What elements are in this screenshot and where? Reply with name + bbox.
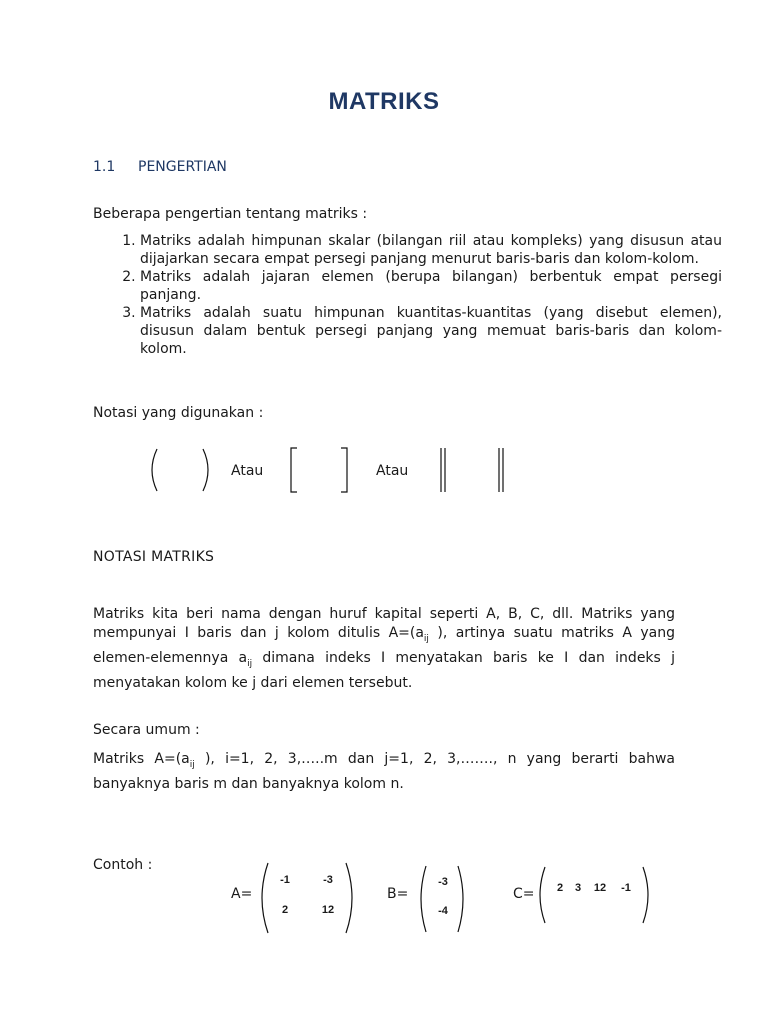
definitions-list bbox=[93, 232, 722, 358]
notation-separator: Atau bbox=[376, 463, 409, 479]
matrix-a-cell: 12 bbox=[321, 904, 335, 916]
intro-text: Beberapa pengertian tentang matriks : bbox=[93, 206, 368, 222]
notation-symbols bbox=[145, 446, 525, 498]
page-title: MATRIKS bbox=[328, 88, 440, 115]
notation-paragraph: Matriks kita beri nama dengan huruf kapital seperti A, B, C, dll. Matriks yang mempunyai I baris dan j kolom ditulis $A=(a_{ij}$ ), artinya suatu matriks A yang elemen-elemennya $a_{ij}$ dimana indeks I menyatakan baris ke I dan indeks j menyatakan kolom ke j dari elemen tersebut. bbox=[93, 606, 675, 691]
left-square-bracket-icon bbox=[291, 448, 297, 492]
matrix-a-cell: -1 bbox=[280, 874, 290, 886]
matrix-c-cell: 2 bbox=[556, 882, 564, 894]
matrix-a-cell: 2 bbox=[281, 904, 289, 916]
example-label: Contoh : bbox=[93, 857, 153, 873]
notation-label: Notasi yang digunakan : bbox=[93, 405, 264, 421]
matrix-c-cell: -1 bbox=[621, 882, 631, 894]
right-round-bracket-icon bbox=[203, 449, 208, 491]
section-heading bbox=[93, 159, 227, 175]
definition-item: 1. Matriks adalah himpunan skalar (bilangan riil atau kompleks) yang disusun atau dijajarkan secara empat persegi panjang menurut baris-baris dan kolom-kolom. bbox=[140, 232, 722, 268]
matrix-c-brackets bbox=[533, 864, 657, 926]
general-label: Secara umum : bbox=[93, 722, 200, 738]
matrix-a-cell: -3 bbox=[323, 874, 333, 886]
definition-item: 3. Matriks adalah suatu himpunan kuantitas-kuantitas (yang disebut elemen), disusun dalam bentuk persegi panjang yang memuat baris-baris dan kolom-kolom. bbox=[140, 304, 722, 358]
matrix-c-label: C= bbox=[513, 886, 535, 902]
notation-separator: Atau bbox=[231, 463, 264, 479]
matrix-b-cell: -3 bbox=[438, 876, 448, 888]
matrix-a-label: A= bbox=[231, 886, 253, 902]
matrix-c-cell: 12 bbox=[593, 882, 607, 894]
matrix-b-cell: -4 bbox=[438, 905, 448, 917]
general-paragraph: Matriks $A=(a_{ij}$ ), i=1, 2, 3,…..m dan j=1, 2, 3,……., n yang berarti bahwa banyaknya baris m dan banyaknya kolom n. bbox=[93, 751, 676, 792]
section-number: 1.1 bbox=[93, 159, 116, 175]
notation-heading: NOTASI MATRIKS bbox=[93, 549, 215, 565]
left-round-bracket-icon bbox=[152, 449, 157, 491]
matrix-b-brackets bbox=[414, 863, 470, 935]
section-label: PENGERTIAN bbox=[138, 159, 227, 175]
definition-item: 2. Matriks adalah jajaran elemen (berupa bilangan) berbentuk empat persegi panjang. bbox=[140, 268, 722, 304]
right-square-bracket-icon bbox=[341, 448, 347, 492]
matrix-b-label: B= bbox=[387, 886, 409, 902]
matrix-c-cell: 3 bbox=[574, 882, 582, 894]
matrix-a-brackets bbox=[254, 860, 360, 936]
